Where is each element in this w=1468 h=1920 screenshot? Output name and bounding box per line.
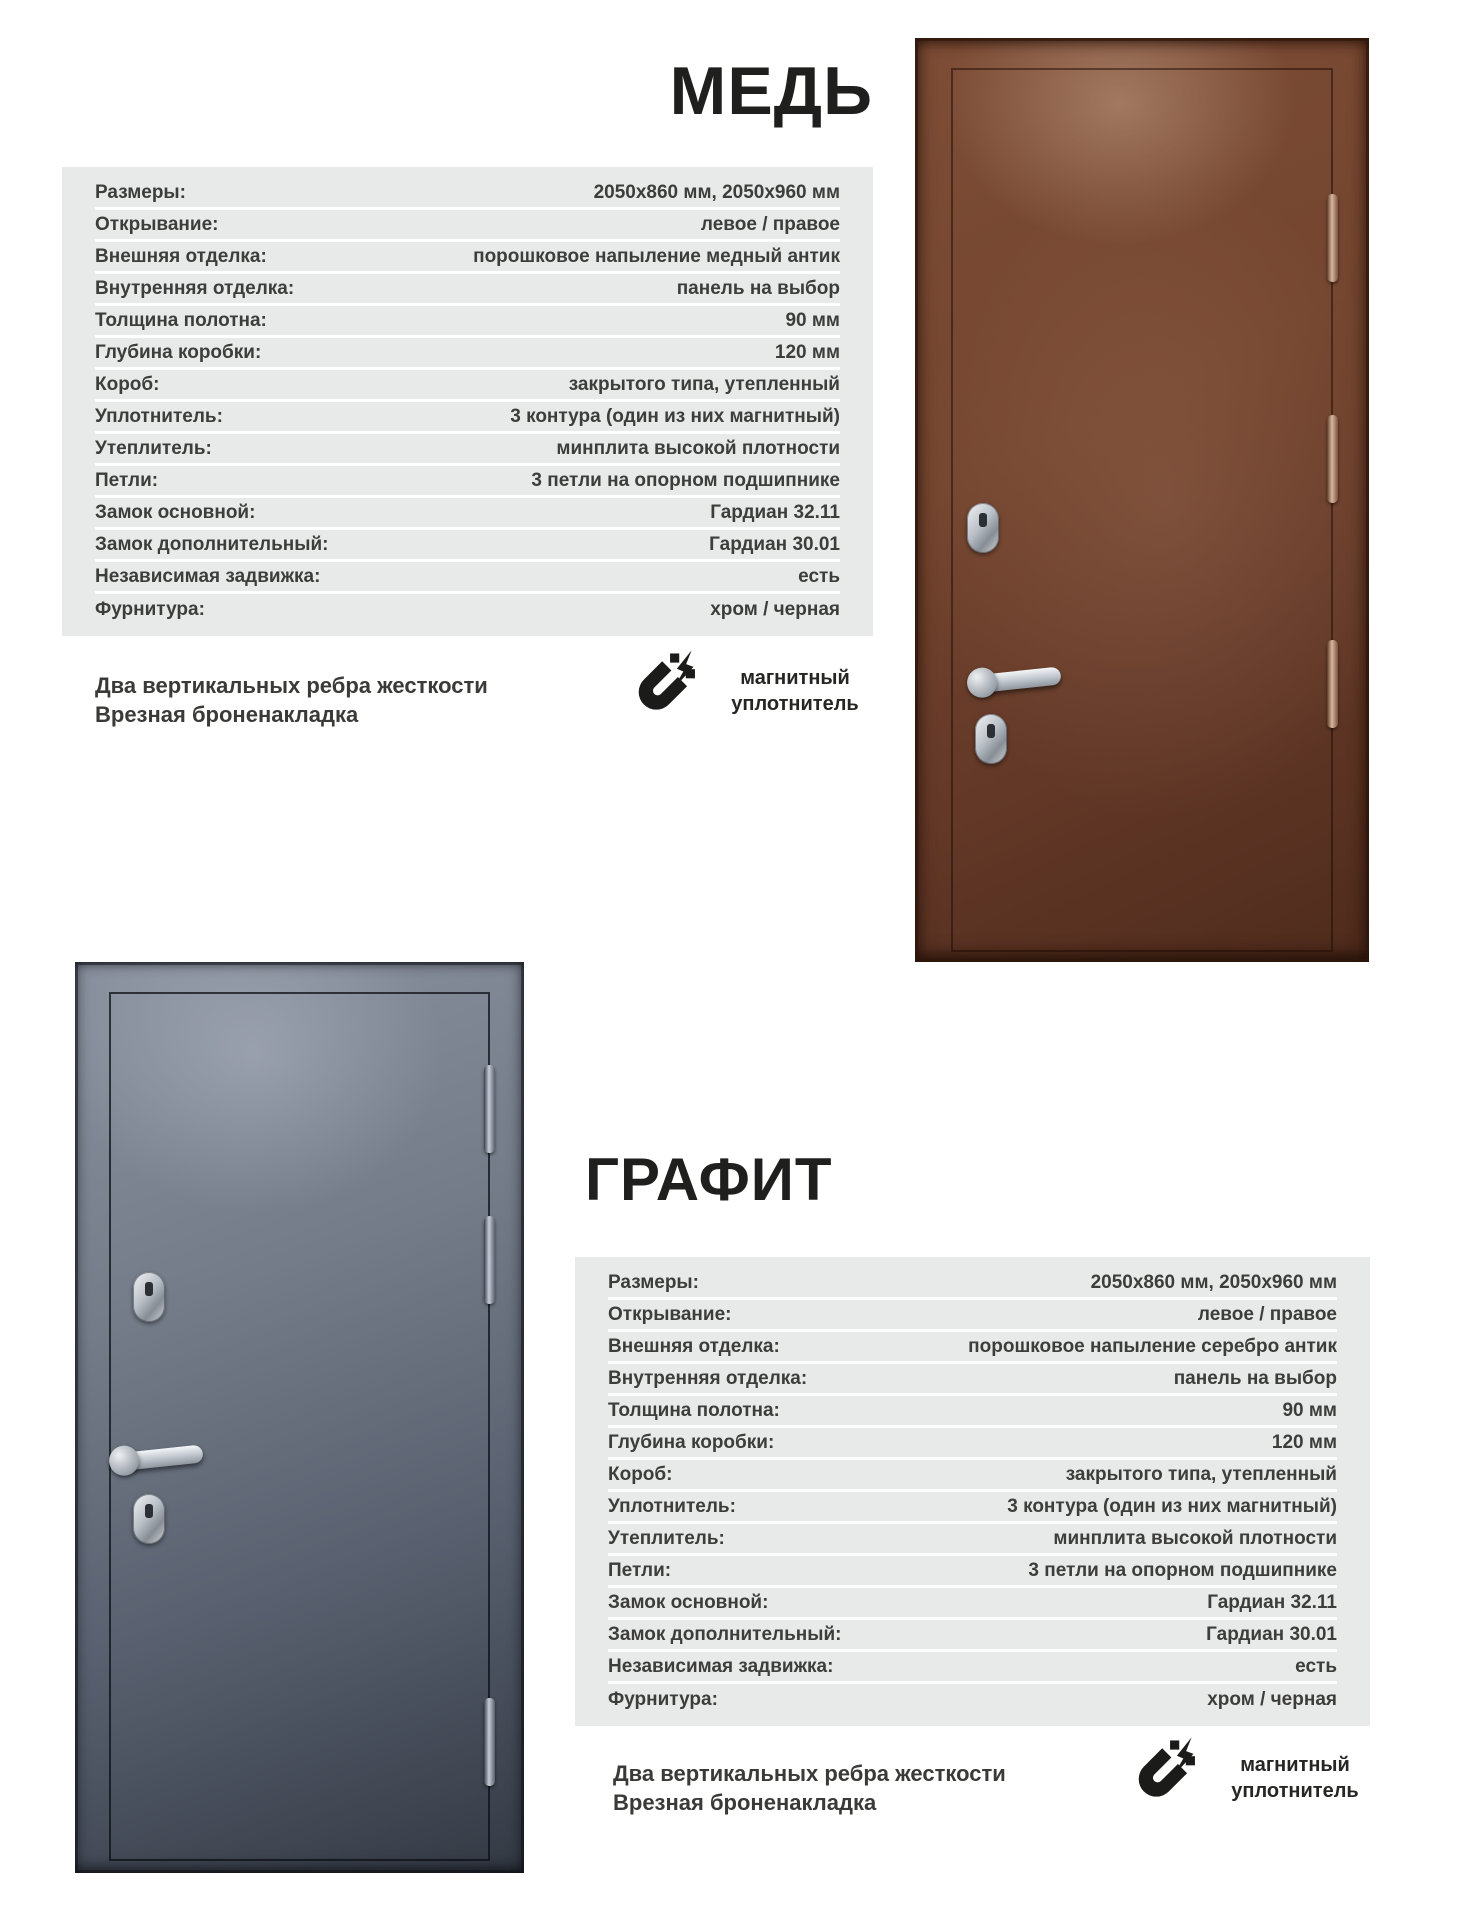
magnet-badge-label xyxy=(710,665,880,717)
spec-row xyxy=(95,274,840,306)
product-title-graphite: ГРАФИТ xyxy=(585,1146,833,1213)
spec-value: левое / правое xyxy=(700,213,840,235)
spec-row xyxy=(608,1492,1337,1524)
spec-value: 120 мм xyxy=(1271,1431,1337,1453)
spec-label: Внутренняя отделка: xyxy=(608,1367,808,1389)
spec-row xyxy=(95,210,840,242)
magnet-badge-med xyxy=(612,645,880,737)
spec-label: Утеплитель: xyxy=(608,1527,725,1549)
spec-label: Открывание: xyxy=(95,213,219,235)
spec-value: левое / правое xyxy=(1197,1303,1337,1325)
spec-label: Толщина полотна: xyxy=(608,1399,780,1421)
spec-label: Замок дополнительный: xyxy=(95,533,329,555)
badge-line: магнитный xyxy=(740,667,850,689)
spec-row xyxy=(95,338,840,370)
spec-table-graphite xyxy=(575,1257,1370,1726)
note-line: Два вертикальных ребра жесткости xyxy=(613,1761,1006,1786)
note-line: Врезная броненакладка xyxy=(95,702,359,727)
spec-value: Гардиан 32.11 xyxy=(1207,1591,1337,1613)
spec-label: Короб: xyxy=(608,1463,673,1485)
door-photo-graphite xyxy=(75,962,524,1873)
product-title-med: МЕДЬ xyxy=(669,53,873,129)
spec-label: Уплотнитель: xyxy=(95,405,223,427)
magnet-lightning-icon xyxy=(612,645,700,737)
spec-row xyxy=(608,1524,1337,1556)
spec-row xyxy=(608,1588,1337,1620)
door-hinge xyxy=(484,1065,495,1153)
spec-row xyxy=(608,1428,1337,1460)
spec-label: Независимая задвижка: xyxy=(95,565,321,587)
spec-label: Замок основной: xyxy=(608,1591,769,1613)
door-hinge xyxy=(1327,194,1338,282)
magnet-lightning-icon xyxy=(1112,1732,1200,1824)
spec-label: Независимая задвижка: xyxy=(608,1655,834,1677)
door-lock-upper xyxy=(133,1272,165,1322)
door-inner-frame xyxy=(109,992,490,1861)
spec-value: 3 петли на опорном подшипнике xyxy=(1028,1559,1337,1581)
spec-row xyxy=(608,1300,1337,1332)
note-line: Врезная броненакладка xyxy=(613,1790,877,1815)
magnet-badge-label xyxy=(1210,1752,1380,1804)
spec-table-med xyxy=(62,167,873,636)
spec-value: 3 петли на опорном подшипнике xyxy=(531,469,840,491)
spec-row xyxy=(608,1396,1337,1428)
spec-label: Фурнитура: xyxy=(608,1689,718,1710)
spec-label: Толщина полотна: xyxy=(95,309,267,331)
spec-value: есть xyxy=(1295,1655,1337,1677)
spec-value: 90 мм xyxy=(785,309,840,331)
spec-row xyxy=(95,498,840,530)
spec-row xyxy=(608,1652,1337,1684)
spec-row xyxy=(608,1460,1337,1492)
spec-row xyxy=(608,1364,1337,1396)
door-lock-upper xyxy=(967,503,999,553)
door-hinge xyxy=(1327,640,1338,728)
spec-label: Замок дополнительный: xyxy=(608,1623,842,1645)
badge-line: магнитный xyxy=(1240,1754,1350,1776)
spec-value: 90 мм xyxy=(1282,1399,1337,1421)
spec-label: Глубина коробки: xyxy=(608,1431,775,1453)
spec-label: Размеры: xyxy=(95,181,186,203)
spec-value: закрытого типа, утепленный xyxy=(568,373,840,395)
spec-row xyxy=(95,242,840,274)
spec-value: закрытого типа, утепленный xyxy=(1065,1463,1337,1485)
spec-label: Фурнитура: xyxy=(95,599,205,620)
spec-value: панель на выбор xyxy=(1173,1367,1337,1389)
spec-row xyxy=(608,1684,1337,1716)
spec-label: Внутренняя отделка: xyxy=(95,277,295,299)
features-note-med xyxy=(95,671,488,729)
spec-value: Гардиан 30.01 xyxy=(1206,1623,1337,1645)
spec-row xyxy=(608,1268,1337,1300)
note-line: Два вертикальных ребра жесткости xyxy=(95,673,488,698)
spec-value: минплита высокой плотности xyxy=(1053,1527,1337,1549)
magnet-badge-graphite xyxy=(1112,1732,1380,1824)
spec-row xyxy=(95,466,840,498)
door-hinge xyxy=(484,1216,495,1304)
spec-label: Открывание: xyxy=(608,1303,732,1325)
spec-value: 3 контура (один из них магнитный) xyxy=(510,405,840,427)
spec-row xyxy=(95,562,840,594)
spec-value: хром / черная xyxy=(710,599,840,620)
spec-value: минплита высокой плотности xyxy=(556,437,840,459)
spec-value: 2050х860 мм, 2050х960 мм xyxy=(1090,1271,1337,1293)
spec-label: Внешняя отделка: xyxy=(95,245,267,267)
spec-value: порошковое напыление серебро антик xyxy=(968,1335,1337,1357)
spec-value: порошковое напыление медный антик xyxy=(473,245,840,267)
spec-label: Глубина коробки: xyxy=(95,341,262,363)
spec-label: Размеры: xyxy=(608,1271,699,1293)
spec-value: есть xyxy=(798,565,840,587)
spec-label: Петли: xyxy=(608,1559,672,1581)
spec-value: Гардиан 32.11 xyxy=(710,501,840,523)
spec-row xyxy=(95,402,840,434)
spec-row xyxy=(95,306,840,338)
spec-row xyxy=(95,434,840,466)
door-hinge xyxy=(484,1698,495,1786)
door-inner-frame xyxy=(951,68,1333,952)
spec-label: Петли: xyxy=(95,469,159,491)
spec-value: 3 контура (один из них магнитный) xyxy=(1007,1495,1337,1517)
spec-label: Замок основной: xyxy=(95,501,256,523)
spec-value: Гардиан 30.01 xyxy=(709,533,840,555)
spec-row xyxy=(608,1332,1337,1364)
spec-row xyxy=(95,178,840,210)
spec-row xyxy=(95,370,840,402)
spec-row xyxy=(95,594,840,626)
spec-value: хром / черная xyxy=(1207,1689,1337,1710)
spec-value: 2050х860 мм, 2050х960 мм xyxy=(593,181,840,203)
door-hinge xyxy=(1327,415,1338,503)
door-lock-lower xyxy=(133,1494,165,1544)
door-lock-lower xyxy=(975,714,1007,764)
spec-label: Внешняя отделка: xyxy=(608,1335,780,1357)
spec-row xyxy=(608,1620,1337,1652)
door-photo-copper xyxy=(915,38,1369,962)
badge-line: уплотнитель xyxy=(1231,1780,1359,1802)
badge-line: уплотнитель xyxy=(731,693,859,715)
spec-value: панель на выбор xyxy=(676,277,840,299)
spec-value: 120 мм xyxy=(774,341,840,363)
spec-label: Короб: xyxy=(95,373,160,395)
spec-label: Утеплитель: xyxy=(95,437,212,459)
spec-row xyxy=(608,1556,1337,1588)
spec-row xyxy=(95,530,840,562)
features-note-graphite xyxy=(613,1759,1006,1817)
spec-label: Уплотнитель: xyxy=(608,1495,736,1517)
